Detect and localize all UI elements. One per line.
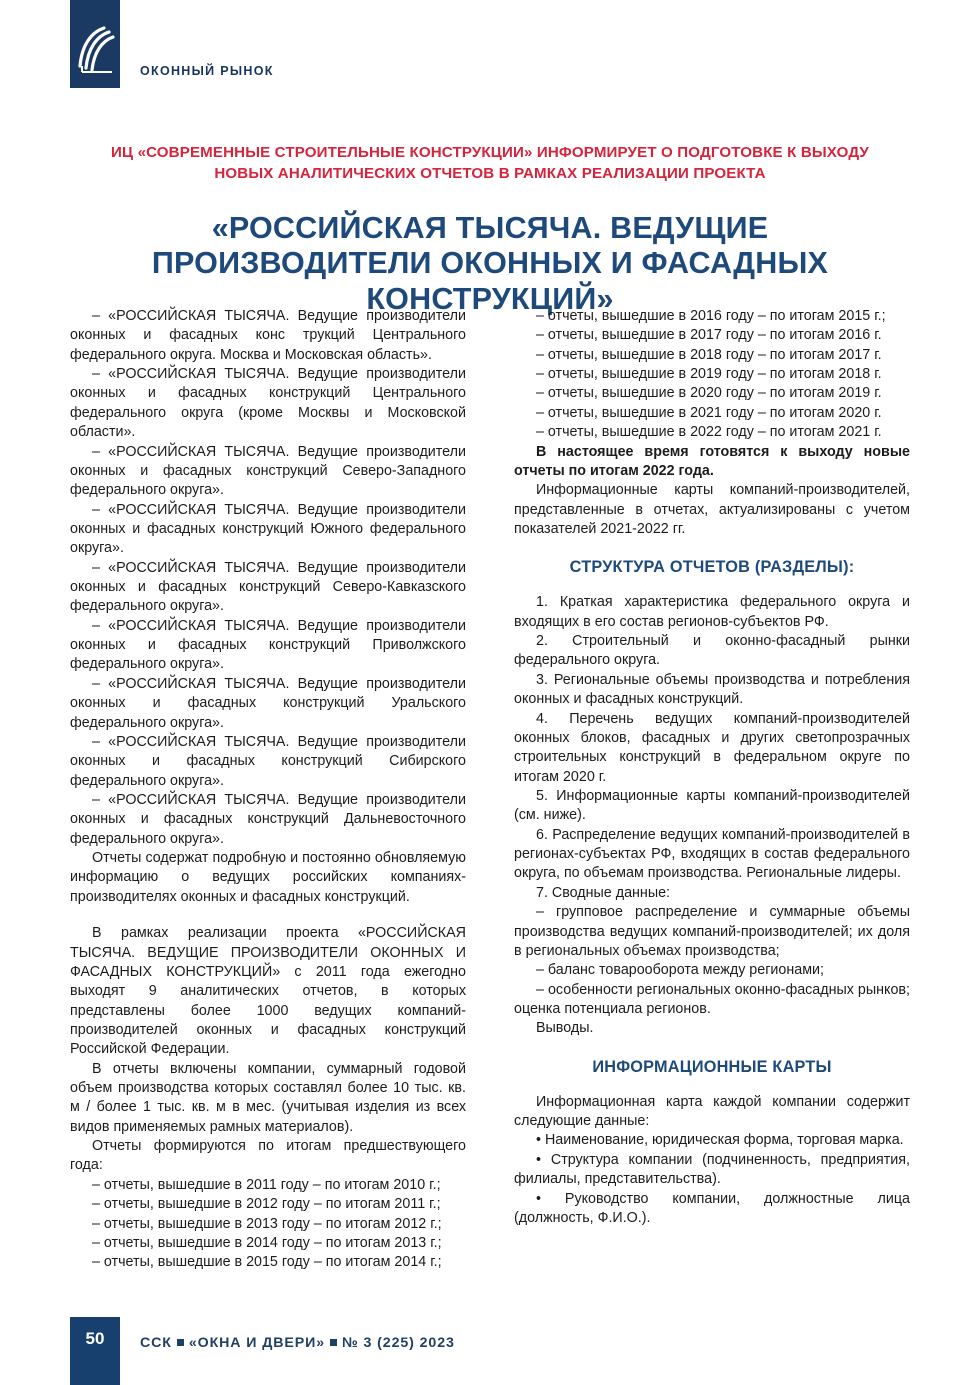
paragraph-info-cards: Информационные карты компаний-производителей, представленные в отчетах, актуализированы с учетом показателей 2021-2022 гг. <box>514 482 910 537</box>
cards-item: • Структура компании (подчиненность, предприятия, филиалы, представительства). <box>514 1151 910 1188</box>
report-list-item: – «РОССИЙСКАЯ ТЫСЯЧА. Ведущие производители оконных и фасадных конструкций Южного федерального округа». <box>70 501 466 557</box>
paragraph-new-reports: В настоящее время готовятся к выходу новые отчеты по итогам 2022 года. <box>514 443 910 479</box>
structure-heading: СТРУКТУРА ОТЧЕТОВ (РАЗДЕЛЫ): <box>569 558 855 577</box>
square-bullet-icon <box>330 1339 337 1346</box>
report-list-item: – «РОССИЙСКАЯ ТЫСЯЧА. Ведущие производители оконных и фасадных конструкций Сибирского федерального округа». <box>70 733 466 789</box>
paragraph-formed: Отчеты формируются по итогам предшествующего года: <box>70 1138 466 1174</box>
square-bullet-icon <box>177 1339 184 1346</box>
page-footer <box>0 1317 980 1385</box>
structure-subitem: – особенности региональных оконно-фасадных рынков; оценка потенциала регионов. <box>514 981 910 1017</box>
publisher-logo <box>70 0 120 88</box>
report-list-item: – «РОССИЙСКАЯ ТЫСЯЧА. Ведущие производители оконных и фасадных конструкций Центрального федерального округа (кроме Москвы и Московской области». <box>70 366 466 441</box>
year-list-item: – отчеты, вышедшие в 2022 году – по итогам 2021 г. <box>536 424 882 441</box>
paragraph-reports-content: Отчеты содержат подробную и постоянно обновляемую информацию о ведущих российских компаниях-производителях оконных и фасадных конструкций. <box>70 850 466 905</box>
cards-heading: ИНФОРМАЦИОННЫЕ КАРТЫ <box>592 1057 832 1076</box>
structure-item: 5. Информационные карты компаний-производителей (см. ниже). <box>514 787 910 824</box>
report-list-item: – «РОССИЙСКАЯ ТЫСЯЧА. Ведущие производители оконных и фасадных конструкций Северо-Кавказского федерального округа». <box>70 559 466 615</box>
footer-magazine: «ОКНА И ДВЕРИ» <box>188 1335 325 1351</box>
structure-item: 6. Распределение ведущих компаний-производителей в регионах-субъектах РФ, входящих в состав федерального округа, по объемам производства. Региональные лидеры. <box>514 826 910 882</box>
year-list-item: – отчеты, вышедшие в 2011 году – по итогам 2010 г.; <box>92 1176 441 1193</box>
article-title-block <box>70 143 910 318</box>
year-list-item: – отчеты, вышедшие в 2013 году – по итогам 2012 г.; <box>92 1215 442 1232</box>
page-title: «РОССИЙСКАЯ ТЫСЯЧА. ВЕДУЩИЕ ПРОИЗВОДИТЕЛИ ОКОННЫХ И ФАСАДНЫХ КОНСТРУКЦИЙ» <box>151 210 829 316</box>
left-text-column <box>70 307 466 1273</box>
year-list-item: – отчеты, вышедшие в 2021 году – по итогам 2020 г. <box>536 404 882 421</box>
article-subtitle: ИЦ «СОВРЕМЕННЫЕ СТРОИТЕЛЬНЫЕ КОНСТРУКЦИИ» ИНФОРМИРУЕТ О ПОДГОТОВКЕ К ВЫХОДУ НОВЫХ АНАЛИТИЧЕСКИХ ОТЧЕТОВ В РАМКАХ РЕАЛИЗАЦИИ ПРОЕКТА <box>111 144 869 182</box>
paragraph-project: В рамках реализации проекта «РОССИЙСКАЯ ТЫСЯЧА. ВЕДУЩИЕ ПРОИЗВОДИТЕЛИ ОКОННЫХ И ФАСАДНЫХ КОНСТРУКЦИЙ» с 2011 года ежегодно выходят 9 аналитических отчетов, в которых представлены более 1000 ведущих компаний-производителей оконных и фасадных конструкций Российской Федерации. <box>70 925 466 1058</box>
report-list-item: – «РОССИЙСКАЯ ТЫСЯЧА. Ведущие производители оконных и фасадных конструкций Уральского федерального округа». <box>70 675 466 731</box>
cards-intro: Информационная карта каждой компании содержит следующие данные: <box>514 1093 910 1130</box>
page-number: 50 <box>85 1329 105 1348</box>
year-list-item: – отчеты, вышедшие в 2014 году – по итогам 2013 г.; <box>92 1234 442 1251</box>
structure-item: 3. Региональные объемы производства и потребления оконных и фасадных конструкций. <box>514 671 910 708</box>
report-list-item: – «РОССИЙСКАЯ ТЫСЯЧА. Ведущие производители оконных и фасадных конс трукций Центрального федерального округа. Москва и Московская область». <box>70 308 466 363</box>
structure-subitem: – баланс товарооборота между регионами; <box>536 962 824 979</box>
structure-item: 7. Сводные данные: <box>536 884 671 901</box>
year-list-item: – отчеты, вышедшие в 2015 году – по итогам 2014 г.; <box>92 1254 442 1271</box>
page-number-badge <box>70 1317 120 1385</box>
year-list-item: – отчеты, вышедшие в 2012 году – по итогам 2011 г.; <box>92 1196 441 1213</box>
cards-item: • Наименование, юридическая форма, торговая марка. <box>536 1132 904 1149</box>
year-list-item: – отчеты, вышедшие в 2020 году – по итогам 2019 г. <box>536 385 882 402</box>
structure-item: 1. Краткая характеристика федерального округа и входящих в его состав регионов-субъектов РФ. <box>514 594 910 630</box>
paragraph-volume: В отчеты включены компании, суммарный годовой объем производства которых составлял более 10 тыс. кв. м / более 1 тыс. кв. м в мес. (учитывая изделия из всех видов применяемых рамных материалов). <box>70 1060 466 1135</box>
year-list-item: – отчеты, вышедшие в 2018 году – по итогам 2017 г. <box>536 346 882 363</box>
section-kicker: ОКОННЫЙ РЫНОК <box>140 64 274 78</box>
footer-issue: № 3 (225) 2023 <box>341 1335 455 1351</box>
year-list-item: – отчеты, вышедшие в 2017 году – по итогам 2016 г. <box>536 327 882 344</box>
structure-conclusion: Выводы. <box>536 1020 594 1037</box>
page-header <box>0 0 980 92</box>
structure-item: 4. Перечень ведущих компаний-производителей оконных блоков, фасадных и других светопрозрачных строительных конструкций в федеральном округе по итогам 2020 г. <box>514 710 910 785</box>
building-arcs-logo-icon <box>76 26 116 76</box>
structure-item: 2. Строительный и оконно-фасадный рынки федерального округа. <box>514 633 910 669</box>
footer-publisher: ССК <box>140 1335 172 1351</box>
year-list-item: – отчеты, вышедшие в 2019 году – по итогам 2018 г. <box>536 366 882 383</box>
cards-item: • Руководство компании, должностные лица (должность, Ф.И.О.). <box>514 1190 910 1226</box>
right-text-column <box>514 307 910 1228</box>
report-list-item: – «РОССИЙСКАЯ ТЫСЯЧА. Ведущие производители оконных и фасадных конструкций Северо-Западного федерального округа». <box>70 443 466 499</box>
footer-imprint <box>140 1335 455 1351</box>
report-list-item: – «РОССИЙСКАЯ ТЫСЯЧА. Ведущие производители оконных и фасадных конструкций Приволжского федерального округа». <box>70 617 466 673</box>
year-list-item: – отчеты, вышедшие в 2016 году – по итогам 2015 г.; <box>536 308 886 324</box>
report-list-item: – «РОССИЙСКАЯ ТЫСЯЧА. Ведущие производители оконных и фасадных конструкций Дальневосточного федерального округа». <box>70 791 466 847</box>
structure-subitem: – групповое распределение и суммарные объемы производства ведущих компаний-производителей; их доля в региональных объемах производства; <box>514 904 910 959</box>
